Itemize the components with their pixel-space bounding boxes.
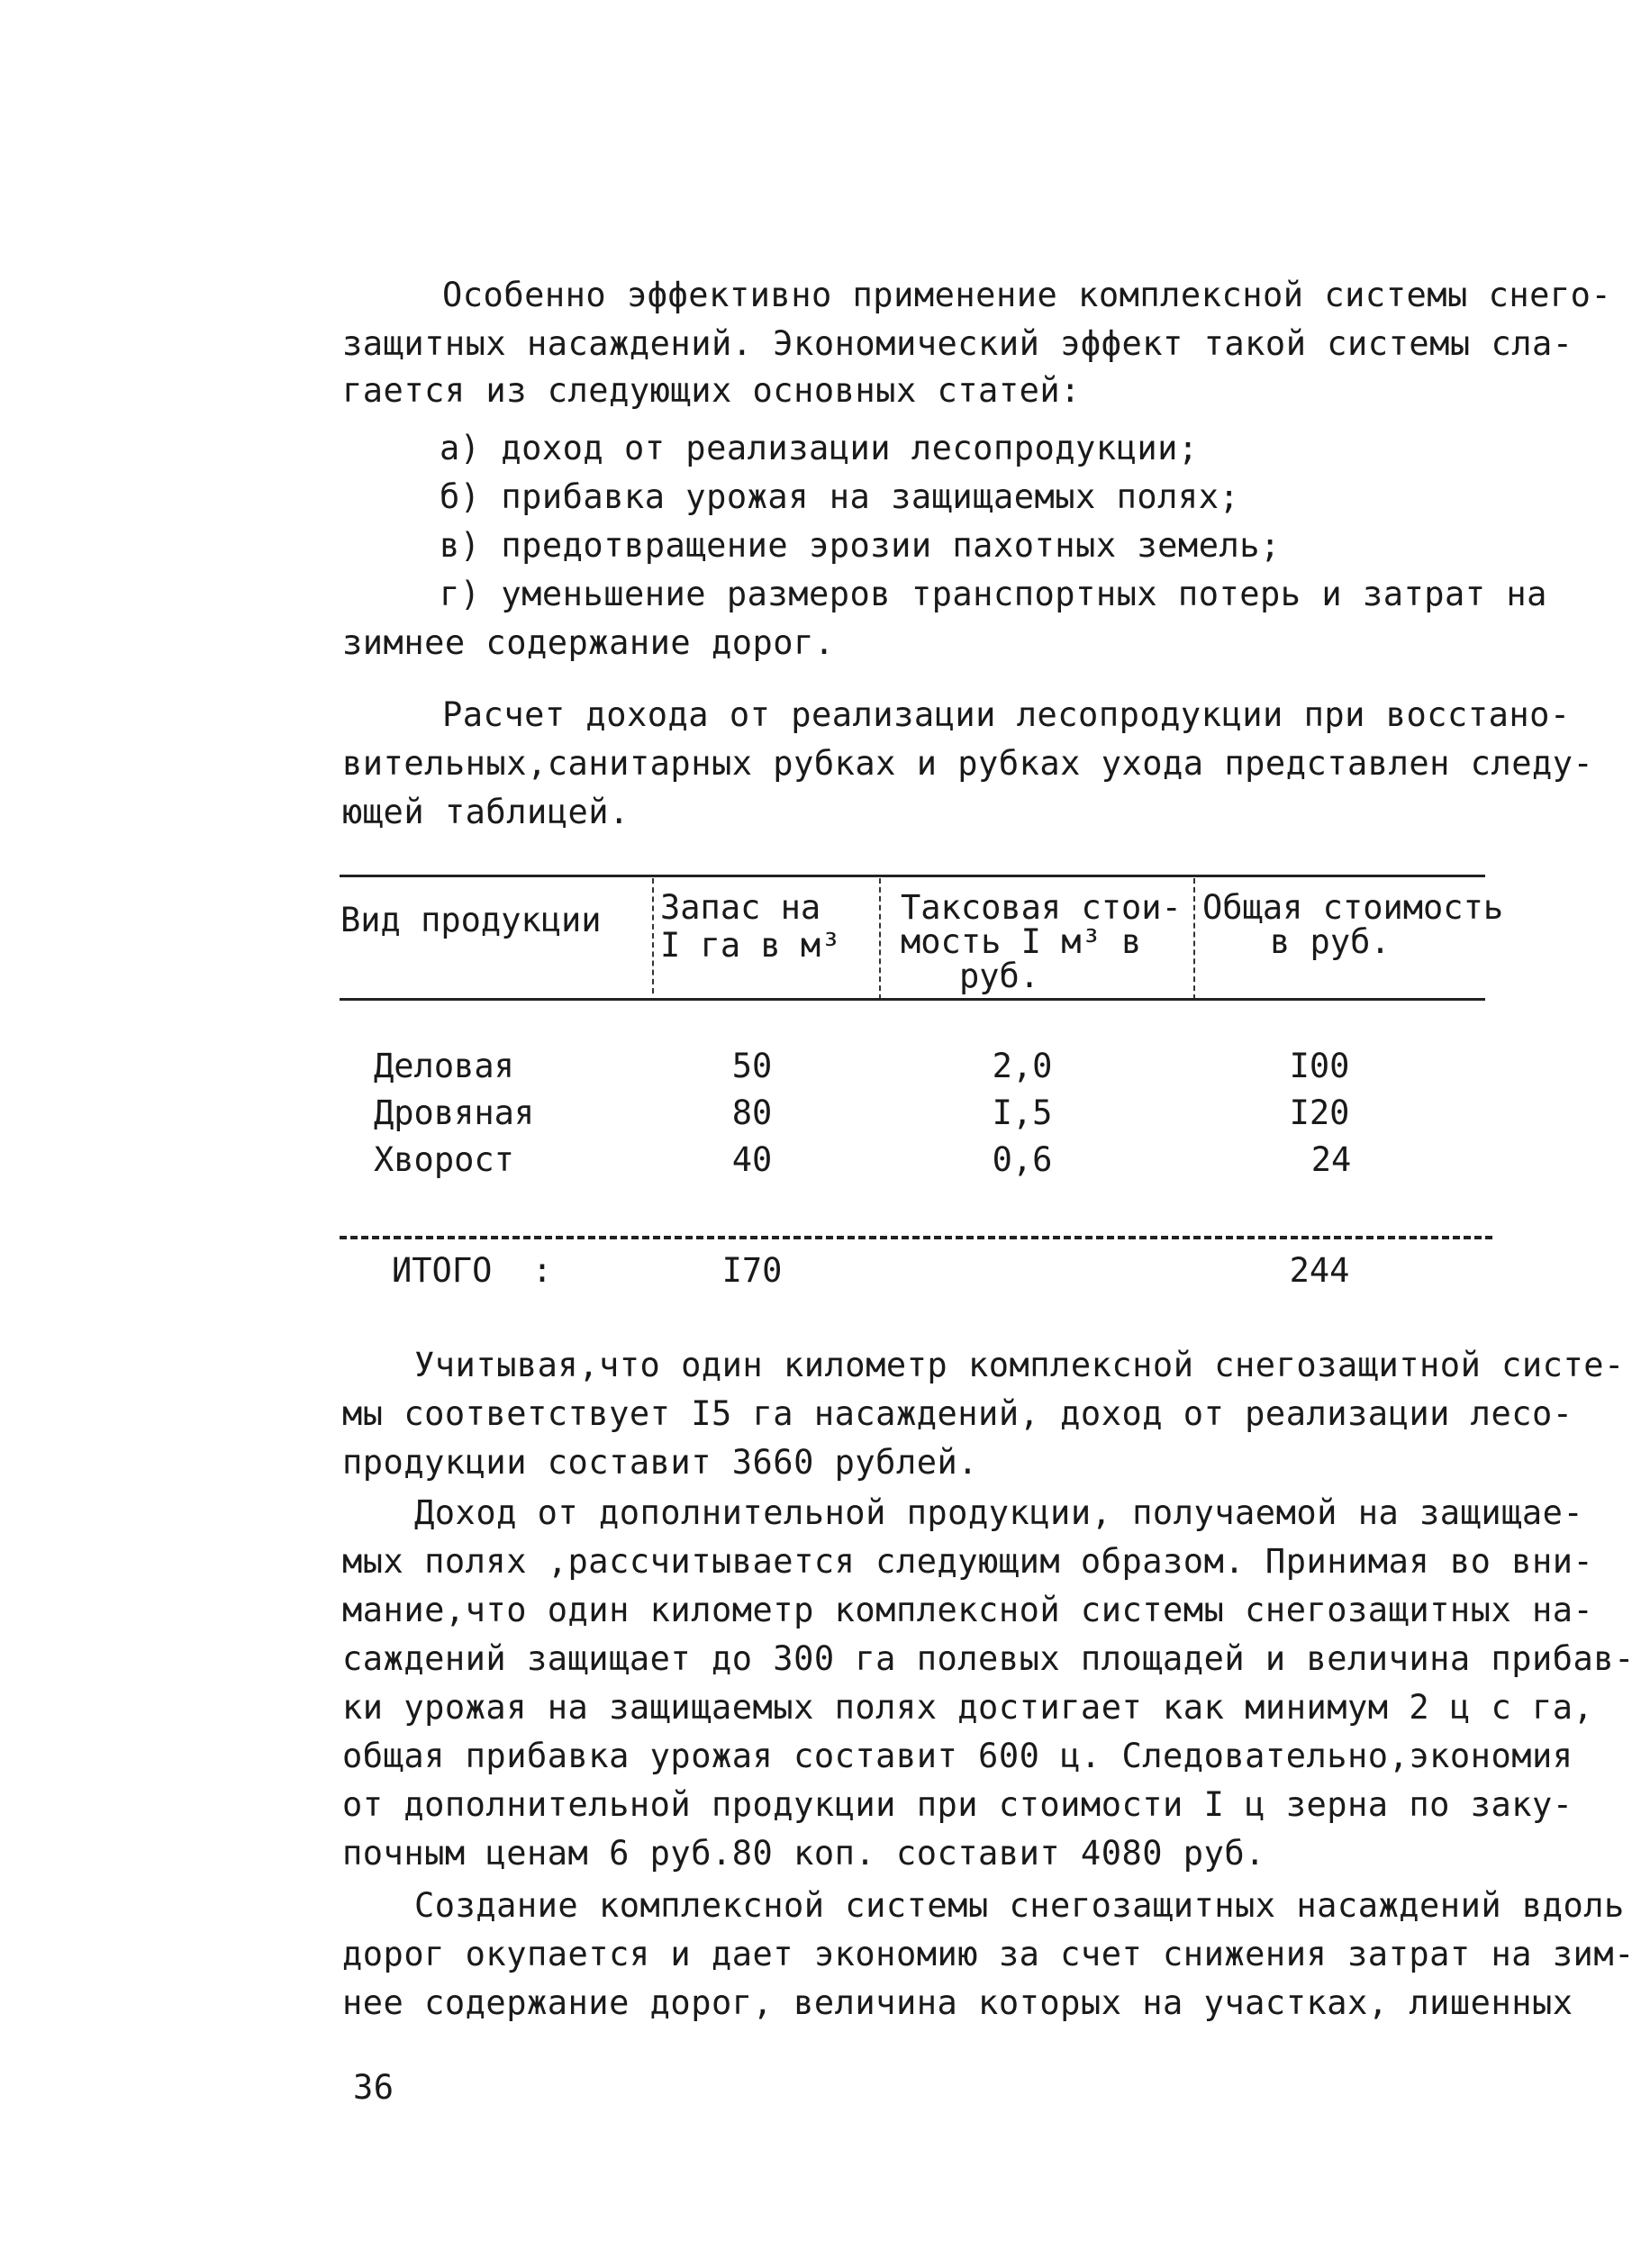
table-row-price: 0,6 xyxy=(992,1140,1053,1179)
table-header-stock-line-1: Запас на xyxy=(660,888,821,927)
table-total-dashed-rule xyxy=(340,1236,1492,1239)
list-item-b: б) прибавка урожая на защищаемых полях; xyxy=(440,477,1240,516)
table-header-rule xyxy=(340,998,1485,1001)
paragraph-2-line-3: ющей таблицей. xyxy=(342,793,630,831)
table-row-name: Деловая xyxy=(374,1047,514,1085)
table-row-total: I20 xyxy=(1289,1093,1350,1132)
table-total-value: 244 xyxy=(1289,1251,1350,1290)
paragraph-4-line-5: ки урожая на защищаемых полях достигает как минимум 2 ц с га, xyxy=(342,1688,1594,1727)
table-column-separator xyxy=(879,878,881,1000)
table-row-stock: 80 xyxy=(731,1093,773,1132)
paragraph-5-line-2: дорог окупается и дает экономию за счет снижения затрат на зим- xyxy=(342,1935,1635,1973)
table-row-name: Дровяная xyxy=(374,1093,535,1132)
paragraph-2-line-1: Расчет дохода от реализации лесопродукции при восстано- xyxy=(442,695,1571,734)
table-header-total-line-2: в руб. xyxy=(1270,922,1391,961)
paragraph-4-line-4: саждений защищает до 300 га полевых площадей и величина прибав- xyxy=(342,1639,1635,1678)
paragraph-5-line-3: нее содержание дорог, величина которых на участках, лишенных xyxy=(342,1983,1573,2022)
paragraph-3-line-3: продукции составит 3660 рублей. xyxy=(342,1443,979,1482)
table-row-name: Хворост xyxy=(374,1140,514,1179)
list-item-a: а) доход от реализации лесопродукции; xyxy=(440,429,1199,467)
page-number: 36 xyxy=(353,2068,394,2107)
table-header-total-line-1: Общая стоимость xyxy=(1202,888,1504,927)
list-item-c: в) предотвращение эрозии пахотных земель; xyxy=(440,526,1281,565)
table-row-stock: 50 xyxy=(731,1047,773,1085)
table-header-product-type: Вид продукции xyxy=(340,901,602,939)
list-item-d: г) уменьшение размеров транспортных потерь и затрат на xyxy=(440,575,1547,613)
table-row-stock: 40 xyxy=(731,1140,773,1179)
paragraph-4-line-8: почным ценам 6 руб.80 коп. составит 4080 руб. xyxy=(342,1834,1265,1873)
table-row-total: 24 xyxy=(1310,1140,1352,1179)
paragraph-1-line-1: Особенно эффективно применение комплексной системы снего- xyxy=(442,276,1612,314)
paragraph-4-line-2: мых полях ,рассчитывается следующим образом. Принимая во вни- xyxy=(342,1542,1594,1581)
table-row-price: I,5 xyxy=(992,1093,1053,1132)
table-row-total: I00 xyxy=(1289,1047,1350,1085)
list-item-d-continuation: зимнее содержание дорог. xyxy=(342,623,835,662)
table-header-price-line-3: руб. xyxy=(959,957,1040,995)
paragraph-1-line-2: защитных насаждений. Экономический эффект такой системы сла- xyxy=(342,324,1573,363)
table-total-label: ИТОГО : xyxy=(392,1251,553,1290)
table-header-price-line-1: Таксовая стои- xyxy=(901,888,1182,927)
paragraph-2-line-2: вительных,санитарных рубках и рубках ухода представлен следу- xyxy=(342,744,1594,783)
paragraph-1-line-3: гается из следующих основных статей: xyxy=(342,371,1081,410)
table-header-price-line-2: мость I м³ в xyxy=(901,922,1142,961)
table-column-separator xyxy=(652,878,654,993)
paragraph-3-line-2: мы соответствует I5 га насаждений, доход от реализации лесо- xyxy=(342,1394,1573,1433)
table-row-price: 2,0 xyxy=(992,1047,1053,1085)
paragraph-4-line-7: от дополнительной продукции при стоимости I ц зерна по заку- xyxy=(342,1785,1573,1824)
paragraph-4-line-1: Доход от дополнительной продукции, получаемой на защищае- xyxy=(414,1493,1584,1532)
table-top-rule xyxy=(340,875,1485,877)
paragraph-4-line-3: мание,что один километр комплексной системы снегозащитных на- xyxy=(342,1591,1594,1629)
table-header-stock-line-2: I га в м³ xyxy=(660,926,841,965)
table-column-separator xyxy=(1193,878,1195,1000)
paragraph-5-line-1: Создание комплексной системы снегозащитных насаждений вдоль xyxy=(414,1886,1625,1925)
paragraph-3-line-1: Учитывая,что один километр комплексной снегозащитной систе- xyxy=(414,1346,1625,1384)
paragraph-4-line-6: общая прибавка урожая составит 600 ц. Следовательно,экономия xyxy=(342,1737,1573,1775)
table-total-stock: I70 xyxy=(721,1251,783,1290)
